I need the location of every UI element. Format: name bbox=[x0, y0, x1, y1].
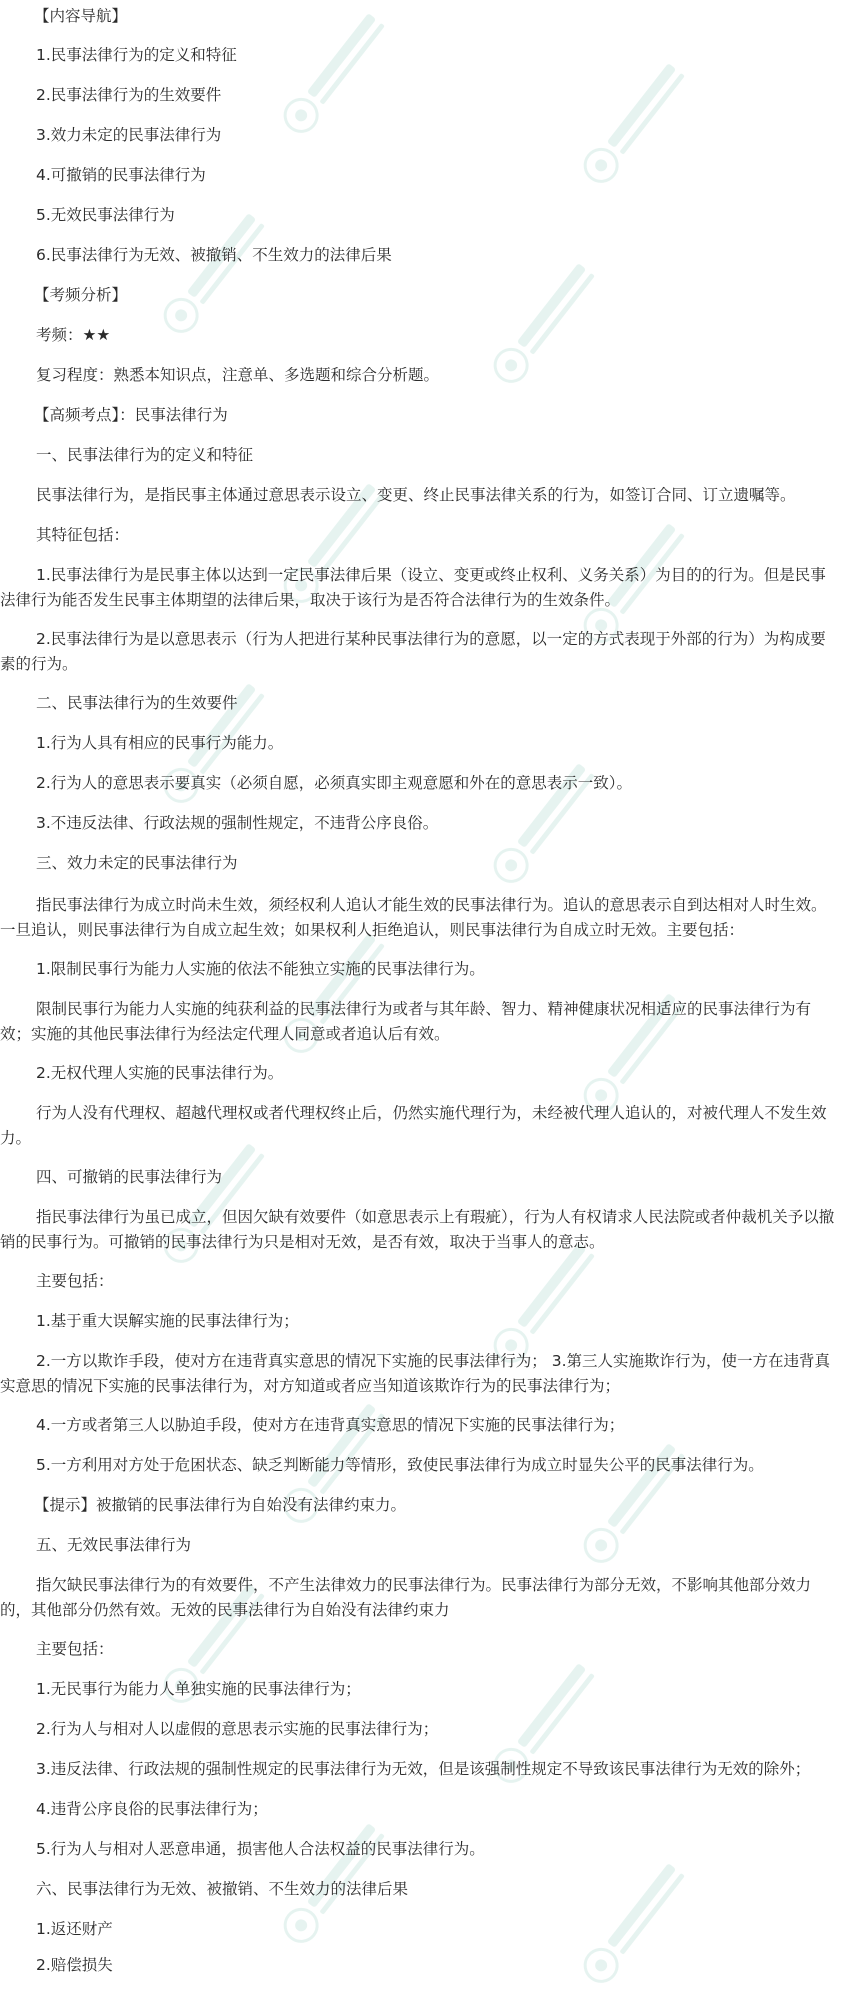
section-title: 五、无效民事法律行为 bbox=[36, 1536, 192, 1554]
paragraph: 主要包括： bbox=[36, 1272, 114, 1290]
paragraph: 1.民事法律行为是民事主体以达到一定民事法律后果（设立、变更或终止权利、义务关系）为目的的行为。但是民事法律行为能否发生民事主体期望的法律后果，取决于该行为是否符合法律行为的生效条件。 bbox=[0, 566, 826, 609]
tip-text: 【提示】被撤销的民事法律行为自始没有法律约束力。 bbox=[34, 1496, 407, 1514]
paragraph: 指欠缺民事法律行为的有效要件，不产生法律效力的民事法律行为。民事法律行为部分无效，不影响其他部分效力的，其他部分仍然有效。无效的民事法律行为自始没有法律约束力 bbox=[0, 1576, 812, 1619]
nav-item: 1.民事法律行为的定义和特征 bbox=[36, 46, 237, 64]
nav-item: 2.民事法律行为的生效要件 bbox=[36, 86, 222, 104]
paragraph: 其特征包括： bbox=[36, 526, 130, 544]
paragraph: 2.无权代理人实施的民事法律行为。 bbox=[36, 1064, 284, 1082]
nav-item: 3.效力未定的民事法律行为 bbox=[36, 126, 222, 144]
list-item: 3.不违反法律、行政法规的强制性规定，不违背公序良俗。 bbox=[36, 814, 439, 832]
list-item: 1.返还财产 bbox=[36, 1920, 113, 1938]
paragraph: 指民事法律行为虽已成立，但因欠缺有效要件（如意思表示上有瑕疵），行为人有权请求人民法院或者仲裁机关予以撤销的民事行为。可撤销的民事法律行为只是相对无效，是否有效，取决于当事人的意志。 bbox=[0, 1208, 835, 1251]
paragraph: 行为人没有代理权、超越代理权或者代理权终止后，仍然实施代理行为，未经被代理人追认的，对被代理人不发生效力。 bbox=[0, 1104, 827, 1147]
list-item: 2.一方以欺诈手段，使对方在违背真实意思的情况下实施的民事法律行为； 3.第三人实施欺诈行为，使一方在违背真实意思的情况下实施的民事法律行为，对方知道或者应当知道该欺诈行为的民事法律行为； bbox=[0, 1352, 831, 1395]
section-title: 四、可撤销的民事法律行为 bbox=[36, 1168, 223, 1186]
nav-item: 5.无效民事法律行为 bbox=[36, 206, 175, 224]
analysis-heading: 【考频分析】 bbox=[34, 286, 128, 304]
section-title: 三、效力未定的民事法律行为 bbox=[36, 854, 238, 872]
list-item: 5.一方利用对方处于危困状态、缺乏判断能力等情形，致使民事法律行为成立时显失公平的民事法律行为。 bbox=[36, 1456, 764, 1474]
section-title: 一、民事法律行为的定义和特征 bbox=[36, 446, 254, 464]
list-item: 4.违背公序良俗的民事法律行为； bbox=[36, 1800, 268, 1818]
list-item: 1.无民事行为能力人单独实施的民事法律行为； bbox=[36, 1680, 361, 1698]
list-item: 2.行为人的意思表示要真实（必须自愿，必须真实即主观意愿和外在的意思表示一致）。 bbox=[36, 774, 633, 792]
paragraph: 指民事法律行为成立时尚未生效，须经权利人追认才能生效的民事法律行为。追认的意思表示自到达相对人时生效。一旦追认，则民事法律行为自成立起生效；如果权利人拒绝追认，则民事法律行为自成立时无效。主要包括： bbox=[0, 896, 827, 939]
nav-item: 6.民事法律行为无效、被撤销、不生效力的法律后果 bbox=[36, 246, 392, 264]
section-title: 二、民事法律行为的生效要件 bbox=[36, 694, 238, 712]
list-item: 3.违反法律、行政法规的强制性规定的民事法律行为无效，但是该强制性规定不导致该民事法律行为无效的除外； bbox=[36, 1760, 811, 1778]
topic-heading: 【高频考点】：民事法律行为 bbox=[34, 406, 228, 424]
paragraph: 限制民事行为能力人实施的纯获利益的民事法律行为或者与其年龄、智力、精神健康状况相适应的民事法律行为有效；实施的其他民事法律行为经法定代理人同意或者追认后有效。 bbox=[0, 1000, 812, 1043]
nav-heading: 【内容导航】 bbox=[34, 7, 128, 25]
review-text: 复习程度：熟悉本知识点，注意单、多选题和综合分析题。 bbox=[36, 366, 440, 384]
list-item: 5.行为人与相对人恶意串通，损害他人合法权益的民事法律行为。 bbox=[36, 1840, 485, 1858]
list-item: 1.基于重大误解实施的民事法律行为； bbox=[36, 1312, 299, 1330]
list-item: 2.赔偿损失 bbox=[36, 1956, 113, 1974]
section-title: 六、民事法律行为无效、被撤销、不生效力的法律后果 bbox=[36, 1880, 409, 1898]
paragraph: 主要包括： bbox=[36, 1640, 114, 1658]
paragraph: 2.民事法律行为是以意思表示（行为人把进行某种民事法律行为的意愿，以一定的方式表现于外部的行为）为构成要素的行为。 bbox=[0, 630, 826, 673]
list-item: 1.行为人具有相应的民事行为能力。 bbox=[36, 734, 284, 752]
frequency-text: 考频：★★ bbox=[36, 326, 111, 344]
list-item: 2.行为人与相对人以虚假的意思表示实施的民事法律行为； bbox=[36, 1720, 439, 1738]
paragraph: 民事法律行为，是指民事主体通过意思表示设立、变更、终止民事法律关系的行为，如签订合同、订立遗嘱等。 bbox=[36, 486, 796, 504]
list-item: 4.一方或者第三人以胁迫手段，使对方在违背真实意思的情况下实施的民事法律行为； bbox=[36, 1416, 625, 1434]
nav-item: 4.可撤销的民事法律行为 bbox=[36, 166, 206, 184]
paragraph: 1.限制民事行为能力人实施的依法不能独立实施的民事法律行为。 bbox=[36, 960, 485, 978]
